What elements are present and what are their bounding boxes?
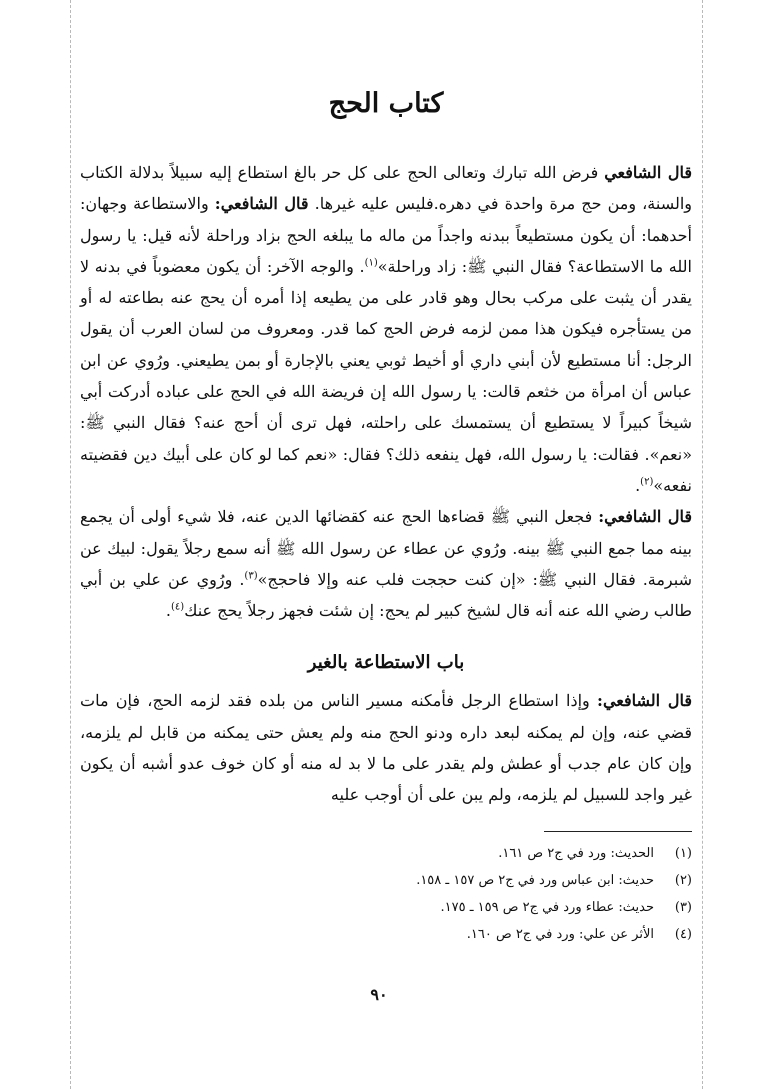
- paragraph-text: .: [165, 601, 172, 621]
- paragraph-text: . ورُوي عن علي بن أبي طالب رضي الله عنه أنه قال لشيخ كبير لم يحج: إن شئت فجهز رجلاً يحج عنك: [80, 569, 692, 621]
- footnote-number: (٣): [674, 899, 692, 915]
- footnote-item: [80, 840, 692, 867]
- footnote-text: حديث: ابن عباس ورد في ج٢ ص ١٥٧ ـ ١٥٨.: [416, 872, 654, 888]
- footnote-text: الحديث: ورد في ج٢ ص ١٦١.: [498, 845, 654, 861]
- section-title: باب الاستطاعة بالغير: [307, 652, 465, 674]
- paragraph-text: وإذا استطاع الرجل فأمكنه مسير الناس من بلده فقد لزمه الحج، فإن مات قضي عنه، وإن لم يمكنه لبعد داره ودنو الحج منه ولم يعش حتى يمكنه من قابل لم يلزمه، وإن كان عام جدب أو عطش ولم يقدر على ما لا بد له منه أو كان خوف عدو أشبه أن يكون غير واجد للسبيل لم يلزمه، ولم يبن على أن أوجب عليه: [80, 691, 693, 805]
- page-number: ٩٠: [370, 985, 388, 1004]
- footnote-number: (١): [674, 845, 692, 861]
- paragraph-text: فجعل النبي ﷺ قضاءها الحج عنه كقضائها الدين عنه، فلا شيء أولى أن يجمع بينه مما جمع النبي ﷺ بينه. ورُوي عن عطاء عن رسول الله ﷺ أنه سمع رجلاً يقول: لبيك عن شبرمة. فقال النبي ﷺ: «إن كنت حججت فلب عنه وإلا فاحجج»: [80, 507, 692, 589]
- speaker-label: قال الشافعي: [604, 163, 692, 182]
- footnote-item: [80, 867, 692, 894]
- paragraph-text: .: [635, 475, 641, 495]
- margin-guide-left: [70, 0, 71, 1089]
- footnote-item: [80, 894, 692, 921]
- speaker-label: قال الشافعي:: [214, 194, 309, 214]
- footnote-ref-4: (٤): [171, 601, 185, 613]
- footnote-ref-1: (١): [364, 257, 378, 269]
- paragraph-2: [80, 501, 692, 626]
- footnote-number: (٤): [674, 926, 692, 942]
- footnote-divider: [544, 831, 692, 832]
- paragraph-text: فرض الله تبارك وتعالى الحج على كل حر بالغ استطاع إليه سبيلاً بدلالة الكتاب والسنة، ومن حج مرة واحدة في دهره.فليس عليه غيرها.: [80, 163, 693, 214]
- footnote-ref-3: (٣): [244, 570, 258, 582]
- footnotes: [80, 840, 692, 948]
- speaker-label: قال الشافعي:: [597, 691, 693, 711]
- chapter-title: كتاب الحج: [328, 88, 444, 119]
- footnote-item: [80, 921, 692, 948]
- paragraph-text: والاستطاعة وجهان: أحدهما: أن يكون مستطيعاً ببدنه واجداً من ماله ما يبلغه الحج بزاد وراحلة لأنه قيل: يا رسول الله ما الاستطاعة؟ فقال النبي ﷺ: زاد وراحلة»: [80, 194, 693, 276]
- paragraph-text: . والوجه الآخر: أن يكون معضوباً في بدنه لا يقدر أن يثبت على مركب بحال وهو قادر على من يطيعه إذا أمره أن يحج عنه بطاعته له أو من يستأجره فيكون هذا ممن لزمه فرض الحج كما قدر. ومعروف من لسان العرب أن يقول الرجل: أنا مستطيع لأن أبني داري أو أخيط ثوبي يعني بالإجارة أو بمن يطيعني. ورُوي عن ابن عباس أن امرأة من خثعم قالت: يا رسول الله إن فريضة الله في الحج على عباده أدركت أبي شيخاً كبيراً لا يستطيع أن يستمسك على راحلته، فهل ترى أن أحج عنه؟ فقال النبي ﷺ: «نعم». فقالت: يا رسول الله، فهل ينفعه ذلك؟ فقال: «نعم كما لو كان على أبيك دين فقضيته نفعه»: [80, 256, 692, 495]
- speaker-label: قال الشافعي:: [598, 507, 693, 527]
- footnote-text: الأثر عن علي: ورد في ج٢ ص ١٦٠.: [466, 926, 654, 942]
- paragraph-3: [80, 685, 692, 810]
- footnote-ref-2: (٢): [640, 476, 654, 488]
- paragraph-1: [80, 157, 692, 501]
- footnote-text: حديث: عطاء ورد في ج٢ ص ١٥٩ ـ ١٧٥.: [440, 899, 654, 915]
- margin-guide-right: [702, 0, 703, 1089]
- footnote-number: (٢): [674, 872, 692, 888]
- page-content: [80, 88, 692, 948]
